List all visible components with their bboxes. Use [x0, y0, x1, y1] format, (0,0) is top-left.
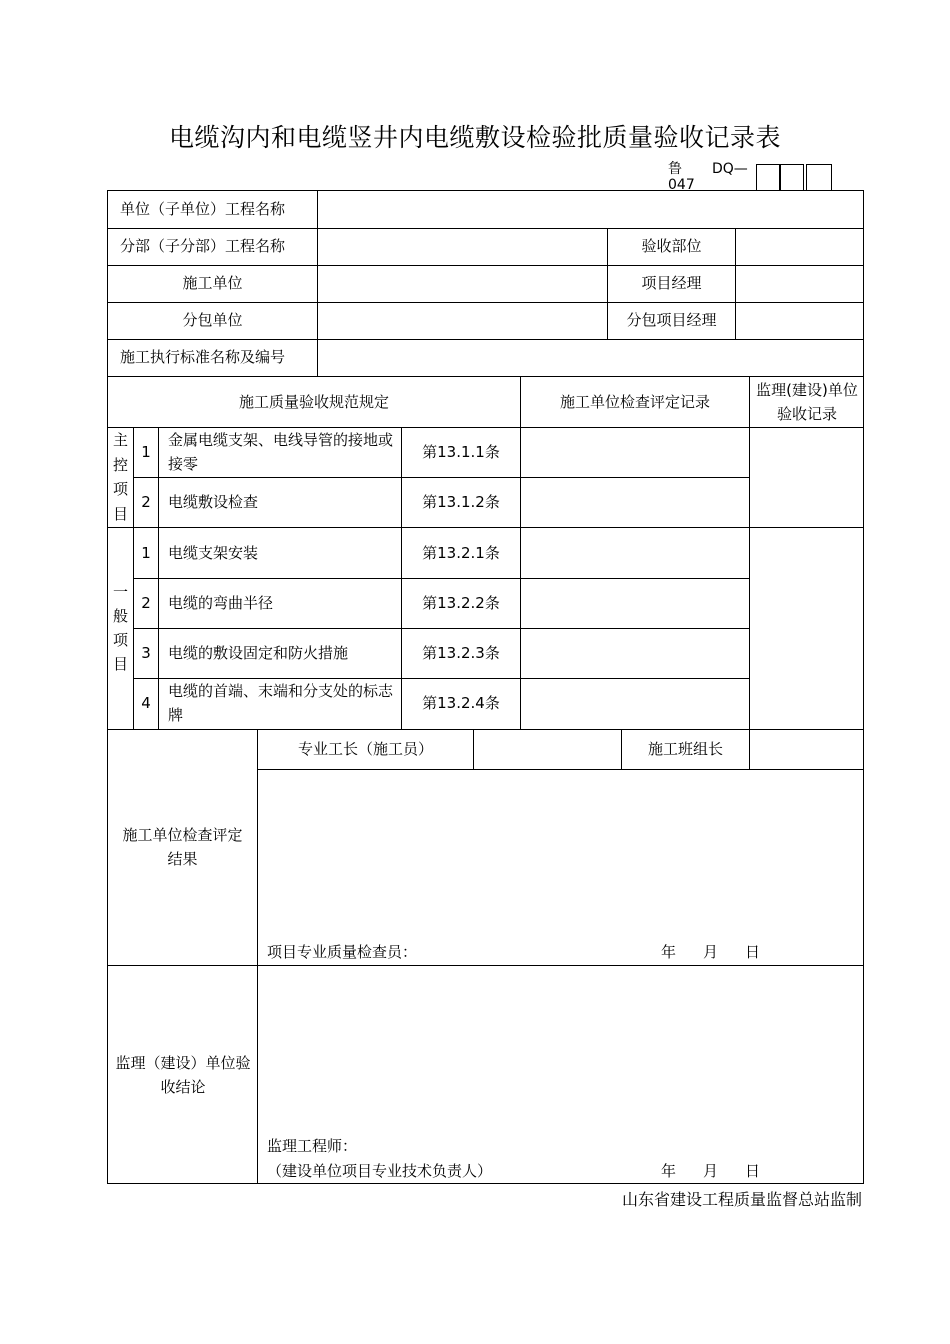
date-year-label: 年 — [661, 943, 677, 961]
item-text: 电缆的首端、末端和分支处的标志牌 — [168, 682, 394, 724]
item-clause: 第13.2.4条 — [422, 694, 500, 712]
foreman-field[interactable] — [474, 730, 621, 769]
item-clause: 第13.2.3条 — [422, 644, 500, 662]
foreman-label: 专业工长（施工员） — [297, 740, 433, 758]
construction-result-label: 施工单位检查评定结果 — [122, 826, 243, 868]
date-month-label: 月 — [703, 943, 719, 961]
item-number: 3 — [141, 644, 151, 662]
column-supervision: 监理(建设)单位验收记录 — [756, 381, 858, 423]
date-day-label: 日 — [745, 1162, 761, 1180]
code-box-3[interactable] — [806, 164, 832, 190]
item-clause: 第13.1.1条 — [422, 443, 500, 461]
date-day-label: 日 — [745, 943, 761, 961]
supervision-result-field[interactable] — [258, 966, 863, 1131]
column-check-record: 施工单位检查评定记录 — [559, 393, 710, 411]
item-text: 电缆的弯曲半径 — [168, 594, 274, 612]
sub-project-label: 分部（子分部）工程名称 — [120, 237, 286, 255]
item-number: 4 — [141, 694, 151, 712]
form-code-number: 047 — [668, 178, 695, 190]
project-manager-field[interactable] — [736, 266, 863, 302]
acceptance-part-field[interactable] — [736, 229, 863, 265]
date-year-label: 年 — [661, 1162, 677, 1180]
main-items-supervision-field[interactable] — [750, 428, 863, 527]
subcontract-unit-label: 分包单位 — [182, 311, 243, 329]
item-check-field[interactable] — [521, 629, 749, 678]
column-spec: 施工质量验收规范规定 — [238, 393, 389, 411]
construction-unit-field[interactable] — [318, 266, 607, 302]
supervision-result-label: 监理（建设）单位验收结论 — [115, 1054, 251, 1096]
item-clause: 第13.2.1条 — [422, 544, 500, 562]
date-month-label: 月 — [703, 1162, 719, 1180]
acceptance-part-label: 验收部位 — [641, 237, 702, 255]
general-items-group-label: 一般项目 — [112, 583, 128, 673]
subcontract-manager-field[interactable] — [736, 303, 863, 339]
item-check-field[interactable] — [521, 528, 749, 578]
item-check-field[interactable] — [521, 579, 749, 628]
item-clause: 第13.2.2条 — [422, 594, 500, 612]
item-text: 电缆的敷设固定和防火措施 — [168, 644, 349, 662]
footer-issuer: 山东省建设工程质量监督总站监制 — [621, 1190, 862, 1209]
item-check-field[interactable] — [521, 679, 749, 729]
standard-label: 施工执行标准名称及编号 — [120, 348, 286, 366]
general-items-supervision-field[interactable] — [750, 528, 863, 729]
item-check-field[interactable] — [521, 478, 749, 527]
page-title: 电缆沟内和电缆竖井内电缆敷设检验批质量验收记录表 — [168, 123, 781, 152]
code-box-1[interactable] — [756, 164, 780, 190]
unit-project-field[interactable] — [318, 191, 863, 228]
standard-field[interactable] — [318, 340, 863, 376]
item-text: 电缆敷设检查 — [168, 493, 259, 511]
item-clause: 第13.1.2条 — [422, 493, 500, 511]
owner-representative-label: （建设单位项目专业技术负责人） — [267, 1162, 493, 1180]
form-code-series: DQ— — [712, 161, 748, 177]
unit-project-label: 单位（子单位）工程名称 — [120, 200, 286, 218]
item-number: 1 — [141, 443, 151, 461]
item-text: 电缆支架安装 — [168, 544, 259, 562]
supervision-engineer-label: 监理工程师： — [267, 1137, 358, 1155]
sub-project-field[interactable] — [318, 229, 607, 265]
form-code-prefix: 鲁 — [668, 161, 682, 177]
item-check-field[interactable] — [521, 428, 749, 477]
team-leader-label: 施工班组长 — [647, 740, 723, 758]
item-number: 1 — [141, 544, 151, 562]
main-items-group-label: 主控项目 — [112, 431, 128, 523]
construction-result-field[interactable] — [258, 770, 863, 936]
construction-unit-label: 施工单位 — [182, 274, 243, 292]
team-leader-field[interactable] — [750, 730, 863, 769]
project-manager-label: 项目经理 — [641, 274, 702, 292]
item-text: 金属电缆支架、电线导管的接地或接零 — [168, 431, 394, 473]
code-box-2[interactable] — [780, 164, 804, 190]
subcontract-unit-field[interactable] — [318, 303, 607, 339]
inspector-label: 项目专业质量检查员： — [267, 943, 418, 961]
item-number: 2 — [141, 493, 151, 511]
subcontract-manager-label: 分包项目经理 — [626, 311, 717, 329]
item-number: 2 — [141, 594, 151, 612]
